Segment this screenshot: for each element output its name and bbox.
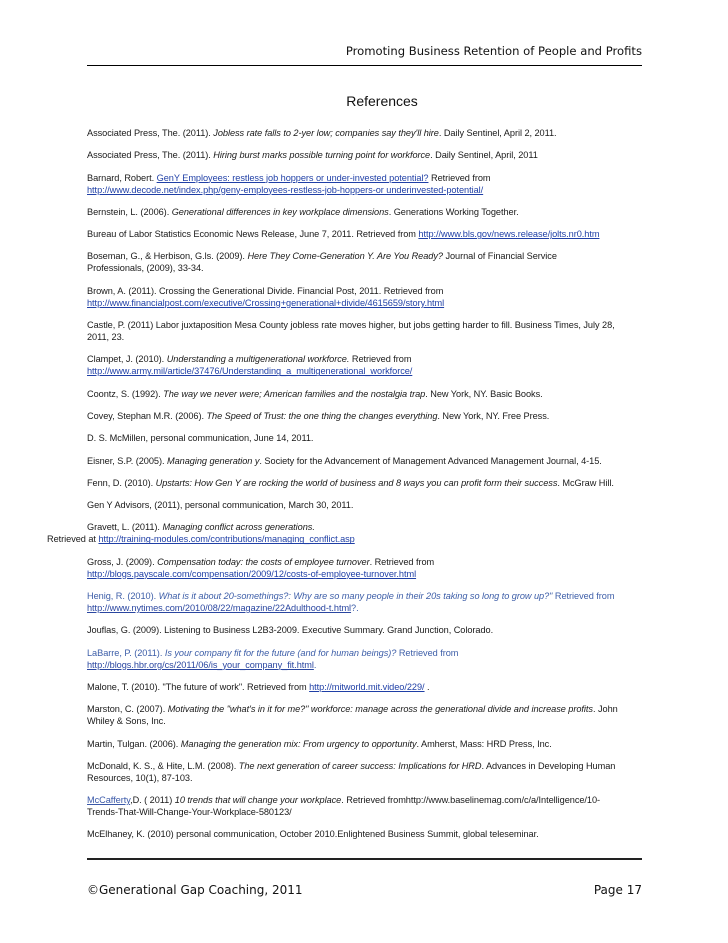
reference-text: . xyxy=(313,659,317,670)
reference-title: Compensation today: the costs of employee turnover xyxy=(157,556,370,567)
reference-entry xyxy=(87,127,647,139)
reference-entry xyxy=(87,647,647,671)
reference-link[interactable]: http://www.financialpost.com/executive/Crossing+generational+divide/4615659/story.html xyxy=(87,297,445,308)
reference-text: McElhaney, K. (2010) personal communication, October 2010.Enlightened Business Summit, global teleseminar. xyxy=(87,829,539,840)
reference-text: LaBarre, P. (2011). xyxy=(87,647,165,658)
reference-text: Retrieved from xyxy=(396,647,459,658)
reference-text: Retrieved at xyxy=(47,534,99,545)
reference-continuation xyxy=(47,533,647,545)
reference-text: Gross, J. (2009). xyxy=(87,556,158,567)
reference-entry xyxy=(87,624,647,636)
reference-link[interactable]: http://training-modules.com/contributions/managing_conflict.asp xyxy=(98,534,355,545)
reference-continuation xyxy=(87,184,647,196)
reference-entry xyxy=(87,228,647,240)
reference-text: . Retrieved fromhttp://www.baselinemag.com/c/a/Intelligence/10- xyxy=(341,795,601,806)
reference-title: Upstarts: How Gen Y are rocking the world of business and 8 ways you can profit form their success xyxy=(155,477,558,488)
reference-title: The Speed of Trust: the one thing the changes everything xyxy=(206,410,438,421)
reference-text: Brown, A. (2011). Crossing the Generational Divide. Financial Post, 2011. Retrieved from xyxy=(87,285,444,296)
reference-text: Coontz, S. (1992). xyxy=(87,388,164,399)
reference-entry xyxy=(87,703,647,727)
reference-text: Covey, Stephan M.R. (2006). xyxy=(87,410,207,421)
reference-text: Fenn, D. (2010). xyxy=(87,477,156,488)
reference-title: Managing generation y xyxy=(166,455,260,466)
reference-text: . Advances in Developing Human xyxy=(481,760,616,771)
reference-continuation xyxy=(87,297,647,309)
reference-entry xyxy=(87,556,647,580)
reference-text: . Retrieved from xyxy=(369,556,435,567)
reference-author-link[interactable]: McCafferty xyxy=(87,795,131,806)
reference-link[interactable]: GenY Employees: restless job hoppers or under-invested potential? xyxy=(156,172,429,183)
reference-continuation xyxy=(87,715,647,727)
reference-text: Journal of Financial Service xyxy=(442,251,557,262)
reference-entry xyxy=(87,410,647,422)
reference-text: . John xyxy=(592,704,618,715)
reference-continuation xyxy=(87,262,647,274)
reference-text: . Daily Sentinel, April, 2011 xyxy=(430,150,538,161)
reference-text: . Amherst, Mass: HRD Press, Inc. xyxy=(416,738,552,749)
reference-text: ?. xyxy=(351,603,359,614)
reference-link[interactable]: http://mitworld.mit.video/229/ xyxy=(309,681,425,692)
reference-title: Here They Come-Generation Y. Are You Ready? xyxy=(247,251,443,262)
reference-continuation xyxy=(87,806,647,818)
reference-entry xyxy=(87,794,647,818)
reference-text: . Daily Sentinel, April 2, 2011. xyxy=(438,128,557,138)
reference-title: Understanding a multigenerational workforce. xyxy=(166,354,350,365)
reference-text: Gen Y Advisors, (2011), personal communication, March 30, 2011. xyxy=(87,500,354,511)
reference-text: Eisner, S.P. (2005). xyxy=(87,455,167,466)
reference-text: Associated Press, The. (2011). xyxy=(87,128,214,138)
reference-text: McDonald, K. S., & Hite, L.M. (2008). xyxy=(87,760,239,771)
reference-title: Jobless rate falls to 2-yer low; companies say they'll hire xyxy=(213,128,439,138)
reference-text: Trends-That-Will-Change-Your-Workplace-580123/ xyxy=(87,807,292,818)
reference-title: The next generation of career success: Implications for HRD xyxy=(238,760,482,771)
reference-text: Malone, T. (2010). "The future of work". Retrieved from xyxy=(87,681,310,692)
reference-entry xyxy=(87,455,647,467)
reference-continuation xyxy=(87,659,647,671)
reference-entry xyxy=(87,250,647,274)
footer-rule xyxy=(87,858,642,860)
reference-entry xyxy=(87,738,647,750)
reference-text: Bernstein, L. (2006). xyxy=(87,206,172,217)
reference-title: 10 trends that will change your workplace xyxy=(174,795,342,806)
running-title: Promoting Business Retention of People and Profits xyxy=(345,44,642,58)
reference-entry xyxy=(87,172,647,196)
reference-text: . McGraw Hill. xyxy=(557,477,614,488)
reference-text: Gravett, L. (2011). xyxy=(87,522,163,533)
reference-text: ,D. ( 2011) xyxy=(130,795,175,806)
reference-list xyxy=(47,127,647,851)
reference-entry xyxy=(87,828,647,840)
reference-entry xyxy=(87,760,647,784)
reference-title: Managing the generation mix: From urgency to opportunity xyxy=(180,738,417,749)
reference-entry xyxy=(87,590,647,614)
reference-link[interactable]: http://www.bls.gov/news.release/jolts.nr0.htm xyxy=(418,229,600,240)
reference-entry xyxy=(87,499,647,511)
reference-title: Managing conflict across generations. xyxy=(162,522,315,533)
reference-title: Motivating the "what's in it for me?" workforce: manage across the generational divide and increase profits xyxy=(167,704,593,715)
reference-continuation xyxy=(87,772,647,784)
reference-entry xyxy=(47,521,647,545)
reference-text: D. S. McMillen, personal communication, June 14, 2011. xyxy=(87,433,314,444)
reference-text: Bureau of Labor Statistics Economic News Release, June 7, 2011. Retrieved from xyxy=(87,229,419,240)
reference-text: Professionals, (2009), 33-34. xyxy=(87,263,204,274)
reference-text: Boseman, G., & Herbison, G.ls. (2009). xyxy=(87,251,248,262)
reference-text: Martin, Tulgan. (2006). xyxy=(87,738,181,749)
reference-continuation xyxy=(87,365,647,377)
reference-link[interactable]: http://blogs.hbr.org/cs/2011/06/is_your_company_fit.html xyxy=(87,659,314,670)
reference-title: Hiring burst marks possible turning point for workforce xyxy=(213,150,431,161)
reference-link[interactable]: http://www.nytimes.com/2010/08/22/magazine/22Adulthood-t.html xyxy=(87,603,352,614)
reference-title: Is your company fit for the future (and for human beings)? xyxy=(164,647,397,658)
reference-text: 2011, 23. xyxy=(87,332,125,343)
reference-text: Henig, R. (2010). xyxy=(87,591,159,602)
reference-link[interactable]: http://www.decode.net/index.php/geny-employees-restless-job-hoppers-or underinvested-potential/ xyxy=(87,184,484,195)
reference-entry xyxy=(87,319,647,343)
page-number: Page 17 xyxy=(593,883,642,897)
reference-entry xyxy=(87,206,647,218)
reference-continuation xyxy=(87,331,647,343)
reference-text: Castle, P. (2011) Labor juxtaposition Mesa County jobless rate moves higher, but jobs getting harder to fill. Business Times, July 28, xyxy=(87,320,615,331)
reference-title: What is it about 20-somethings?: Why are so many people in their 20s taking so long to grow up?" xyxy=(158,591,553,602)
reference-text: . New York, NY. Basic Books. xyxy=(425,388,543,399)
section-title: References xyxy=(346,93,418,109)
reference-text: Clampet, J. (2010). xyxy=(87,354,167,365)
reference-entry xyxy=(87,432,647,444)
reference-text: Retrieved from xyxy=(428,172,491,183)
reference-text: . Generations Working Together. xyxy=(388,206,519,217)
reference-continuation xyxy=(87,602,647,614)
reference-title: The way we never were; American families and the nostalgia trap xyxy=(163,388,426,399)
reference-link[interactable]: http://www.army.mil/article/37476/Understanding_a_multigenerational_workforce/ xyxy=(87,366,413,377)
reference-entry xyxy=(87,388,647,400)
reference-text: Resources, 10(1), 87-103. xyxy=(87,772,193,783)
reference-entry xyxy=(87,681,647,693)
reference-text: . New York, NY. Free Press. xyxy=(437,410,550,421)
footer-copyright: ©Generational Gap Coaching, 2011 xyxy=(87,883,303,897)
reference-entry xyxy=(87,285,647,309)
reference-text: Whiley & Sons, Inc. xyxy=(87,716,166,727)
reference-entry xyxy=(87,477,647,489)
reference-title: Generational differences in key workplace dimensions xyxy=(171,206,389,217)
reference-entry xyxy=(87,353,647,377)
reference-link[interactable]: http://blogs.payscale.com/compensation/2009/12/costs-of-employee-turnover.html xyxy=(87,568,417,579)
reference-entry xyxy=(87,149,647,161)
reference-text: . Society for the Advancement of Management Advanced Management Journal, 4-15. xyxy=(259,455,602,466)
reference-text: . xyxy=(424,681,430,692)
reference-text: Jouflas, G. (2009). Listening to Business L2B3-2009. Executive Summary. Grand Junction, Colorado. xyxy=(87,625,494,636)
reference-continuation xyxy=(87,568,647,580)
reference-text: Associated Press, The. (2011). xyxy=(87,150,214,161)
header-rule xyxy=(87,65,642,66)
reference-text: Retrieved from xyxy=(552,591,615,602)
reference-text: Barnard, Robert. xyxy=(87,172,157,183)
reference-text: Marston, C. (2007). xyxy=(87,704,168,715)
reference-text: Retrieved from xyxy=(349,354,412,365)
